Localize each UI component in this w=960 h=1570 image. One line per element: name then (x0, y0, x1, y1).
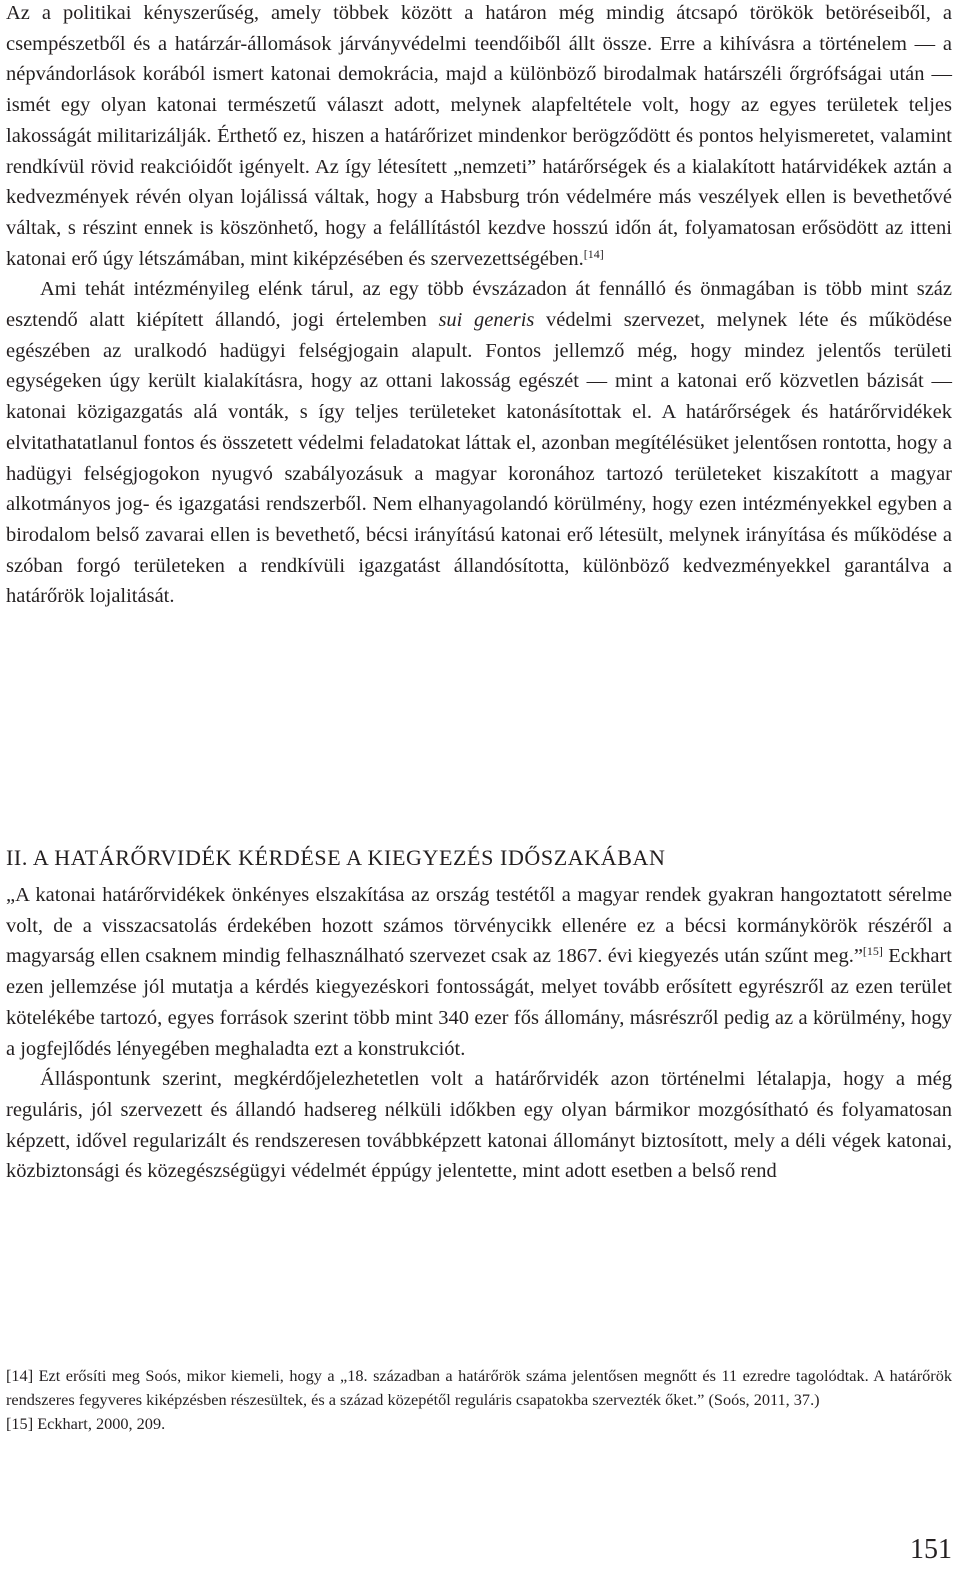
footnote-ref[interactable]: [15] (862, 944, 883, 959)
paragraph: Ami tehát intézményileg elénk tárul, az egy több évszázadon át fennálló és önmagában is több mint száz esztendő alatt kiépített állandó, jogi értelemben sui generis védelmi szervezet, melynek léte és működése egészében az uralkodó hadügyi felségjogain alapult. Fontos jellemző még, hogy mindez jelentős területi egységeken úgy került kialakításra, hogy az ottani lakosság egészét — mint a katonai erő közvetlen bázisát — katonai közigazgatás alá vonták, s így teljes területeket katonásítottak el. A határőrségek és határőrvidékek elvitathatatlanul fontos és összetett védelmi feladatokat láttak el, azonban megítélésüket jelentősen rontotta, hogy a hadügyi felségjogokon nyugvó szabályozásuk a magyar koronához tartozó területeket kiszakított a magyar alkotmányos jog- és igazgatási rendszerből. Nem elhanyagolandó körülmény, hogy ezen intézményekkel egyben a birodalom belső zavarai ellen is bevethető, bécsi irányítású katonai erő létesült, melynek irányítása és működése a szóban forgó területeken a rendkívüli igazgatást állandósította, különböző kedvezményekkel garantálva a határőrök lojalitását. (6, 278, 953, 608)
footnote-ref[interactable]: [14] (583, 246, 604, 261)
paragraph: „A katonai határőrvidékek önkényes elszakítása az ország testétől a magyar rendek gyakran hangoztatott sérelme volt, de a visszacsatolás érdekében hozott számos törvénycikk ellenére ez a bécsi kormánykörök részéről a magyarság ellen csaknem mindig felhasználható szervezet csak az 1867. évi kiegyezés után szűnt meg.”[15] Eckhart ezen jellemzése jól mutatja a kérdés kiegyezéskori fontosságát, melyet tovább erősített egyrészről az ezen terület kötelékébe tartozó, egyes források szerint több mint 340 ezer fős állomány, másrészről pedig az a körülmény, hogy a jogfejlődés lényegében meghaladta ezt a konstrukciót. (6, 884, 952, 1060)
page-number: 151 (910, 1534, 952, 1565)
footnote: [15] Eckhart, 2000, 209. (6, 1413, 166, 1433)
paragraph: Az a politikai kényszerűség, amely többek között a határon még mindig átcsapó törökök betöréseiből, a csempészetből és a határzár-állomások járványvédelmi teendőiből állt össze. Erre a kihívásra a történelem — a népvándorlások korából ismert katonai demokrácia, majd a különböző birodalmak határszéli őrgrófságai után — ismét egy olyan katonai természetű választ adott, melynek alapfeltétele volt, hogy az egyes területek teljes lakosságát militarizálják. Érthető ez, hiszen a határőrizet mindenkor berögződött és pontos helyismeretet, valamint rendkívül rövid reakcióidőt igényelt. Az így létesített „nemzeti” határőrségek és a kialakított határvidékek aztán a kedvezmények révén olyan lojálissá váltak, hogy a Habsburg trón védelmére más veszélyek ellen is bevethetővé váltak, s részint ennek is köszönhető, hogy a felállítástól kezdve hosszú időn át, folyamatosan erősödött az itteni katonai erő úgy létszámában, mint kiképzésében és szervezettségében.[14] (6, 2, 952, 270)
footnotes (6, 1364, 952, 1435)
body-text (6, 0, 952, 612)
footnote: [14] Ezt erősíti meg Soós, mikor kiemeli, hogy a „18. században a határőrök száma jelentősen megnőtt és 11 ezredre tagolódtak. A határőrök rendszeres fegyveres kiképzésben részesültek, és a század közepétől reguláris csapatokba szervezték őket.” (Soós, 2011, 37.) (6, 1366, 952, 1409)
section-heading: II. A HATÁRŐRVIDÉK KÉRDÉSE A KIEGYEZÉS IDŐSZAKÁBAN (6, 845, 666, 870)
section-text (6, 880, 952, 1187)
paragraph: Álláspontunk szerint, megkérdőjelezhetetlen volt a határőrvidék azon történelmi létalapja, hogy a még reguláris, jól szervezett és állandó hadsereg nélküli időkben egy olyan bármikor mozgósítható és folyamatosan képzett, idővel regularizált és rendszeresen továbbképzett katonai állományt biztosított, mely a déli végek katonai, közbiztonsági és közegészségügyi védelmét éppúgy jelentette, mint adott esetben a belső rend (6, 1068, 952, 1183)
